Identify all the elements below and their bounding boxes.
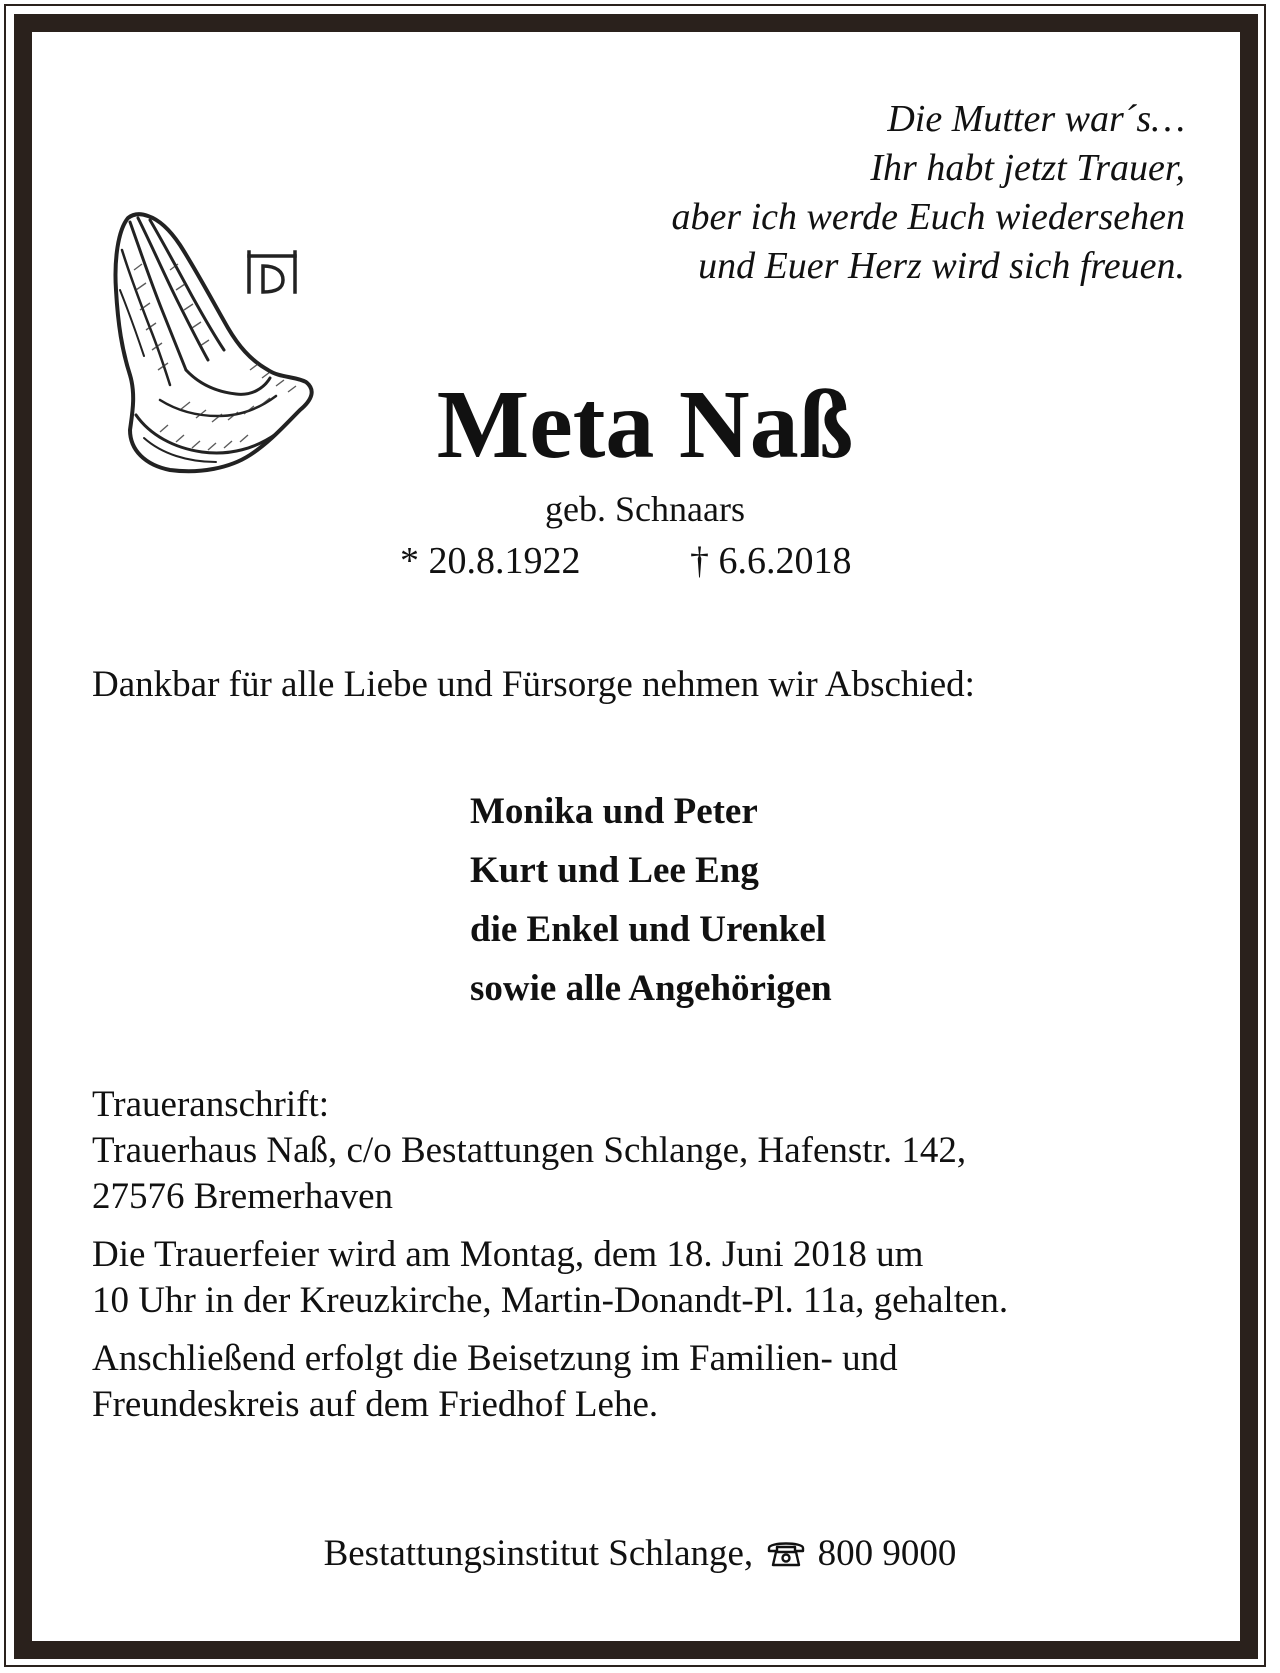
quote-line: Ihr habt jetzt Trauer, xyxy=(870,147,1185,189)
telephone-icon xyxy=(766,1538,806,1568)
burial-line: Freundeskreis auf dem Friedhof Lehe. xyxy=(92,1384,659,1425)
address-line: Trauerhaus Naß, c/o Bestattungen Schlange, Hafenstr. 142, xyxy=(92,1130,967,1171)
quote-line: Die Mutter war´s… xyxy=(887,98,1185,140)
address-line: 27576 Bremerhaven xyxy=(92,1176,394,1217)
mourner-item: die Enkel und Urenkel xyxy=(470,909,827,950)
quote xyxy=(485,95,1185,291)
thanks-text: Dankbar für alle Liebe und Fürsorge nehmen wir Abschied: xyxy=(92,664,975,705)
mourner-item: Kurt und Lee Eng xyxy=(470,850,759,891)
birth-date: * 20.8.1922 xyxy=(400,540,581,582)
mourners-list xyxy=(470,782,832,1018)
deceased-name: Meta Naß xyxy=(436,371,854,479)
footer xyxy=(0,1531,1280,1577)
mourner-item: Monika und Peter xyxy=(470,791,758,832)
duerer-monogram-icon xyxy=(243,248,301,296)
quote-line: aber ich werde Euch wiedersehen xyxy=(671,196,1185,238)
funeral-info xyxy=(92,1082,1008,1428)
mourner-item: sowie alle Angehörigen xyxy=(470,968,832,1009)
birth-name: geb. Schnaars xyxy=(545,489,745,529)
spacer xyxy=(92,1220,1008,1232)
funeral-institute: Bestattungsinstitut Schlange, xyxy=(323,1533,754,1574)
quote-line: und Euer Herz wird sich freuen. xyxy=(698,245,1185,287)
address-heading: Traueranschrift: xyxy=(92,1084,330,1125)
burial-line: Anschließend erfolgt die Beisetzung im Familien- und xyxy=(92,1338,898,1379)
death-date: † 6.6.2018 xyxy=(690,540,852,582)
ceremony-line: Die Trauerfeier wird am Montag, dem 18. Juni 2018 um xyxy=(92,1234,924,1275)
ceremony-line: 10 Uhr in der Kreuzkirche, Martin-Donandt-Pl. 11a, gehalten. xyxy=(92,1280,1009,1321)
phone-number: 800 9000 xyxy=(817,1533,957,1574)
spacer xyxy=(92,1324,1008,1336)
